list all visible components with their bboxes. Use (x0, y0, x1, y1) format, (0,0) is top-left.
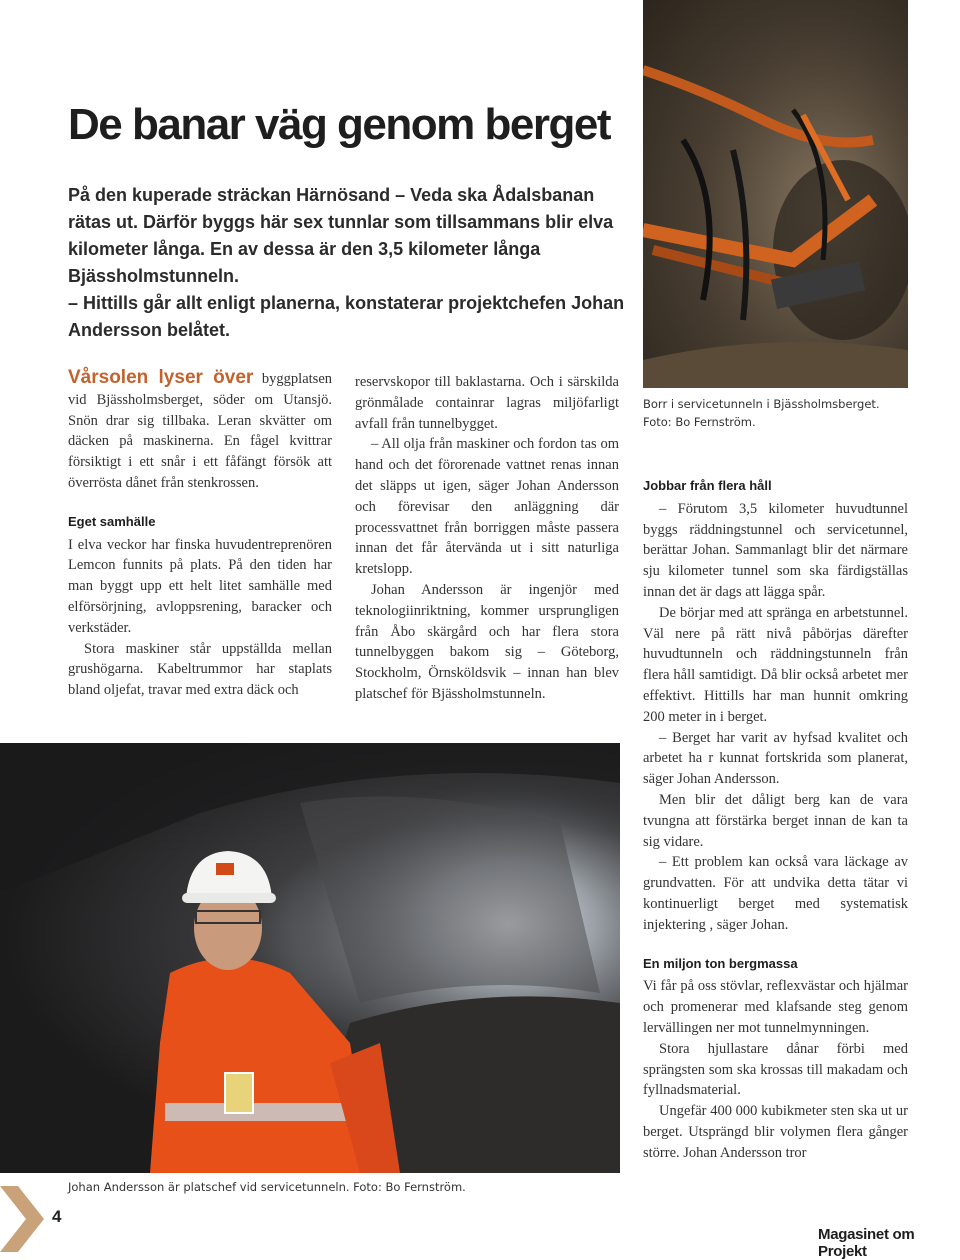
page-chevron-icon (0, 1186, 44, 1252)
drill-caption-credit: Foto: Bo Fernström. (643, 415, 756, 429)
article-title: De banar väg genom berget (68, 100, 610, 149)
col1-p1-text: byggplatsen vid Bjässholmsberget, söder om Utansjö. Snön drar sig tillbaka. Leran skvätter om däcken på maskinerna. En fågel kvittrar försiktigt i ett snår i ett fåfängt försök att överrösta dånet från stenkrossen. (68, 371, 332, 491)
col3-paragraph-4: Men blir det dåligt berg kan de vara tvungna att förstärka berget innan de kan ta sig vidare. (643, 791, 908, 850)
drill-caption-text: Borr i servicetunneln i Bjässholmsberget. (643, 397, 880, 411)
subheading-flera-hall: Jobbar från flera håll (643, 478, 772, 493)
col1-paragraph-3: Stora maskiner står uppställda mellan grushögarna. Kabeltrummor har staplats bland oljefat, travar med extra däck och (68, 640, 332, 699)
article-ingress (68, 182, 628, 344)
drill-photo-caption (643, 395, 880, 431)
subheading-eget-samhalle: Eget samhälle (68, 513, 156, 529)
magazine-name: Magasinet om Projekt (818, 1226, 915, 1260)
text-column-1 (68, 368, 332, 701)
col3-paragraph-3: – Berget har varit av hyfsad kvalitet och arbetet ha r kunnat fortskrida som planerat, säger Johan Andersson. (643, 729, 908, 788)
leadin-text: Vårsolen lyser över (68, 367, 254, 388)
col3-paragraph-1: – Förutom 3,5 kilometer huvudtunnel byggs räddningstunnel och servicetunnel, berättar Johan. Sammanlagt blir det närmare sju kilometer tunnel som ska färdigställas innan det är dags att lägga spår. (643, 500, 908, 600)
col2-paragraph-2: – All olja från maskiner och fordon tas om hand och det förorenade vattnet renas innan det släpps ut igen, säger Johan Andersson och förevisar den anläggning där processvattnet från borriggen måste passera innan det får återvända ut i sitt naturliga kretslopp. (355, 436, 619, 578)
tunnel-portrait-photo (0, 743, 620, 1173)
page-number: 4 (52, 1207, 62, 1226)
ingress-quote: – Hittills går allt enligt planerna, konstaterar projektchefen Johan Andersson belåtet. (68, 293, 625, 340)
col1-paragraph-2: I elva veckor har finska huvudentreprenören Lemcon funnits på plats. På den tiden har man byggt upp ett helt litet samhälle med elförsörjning, avloppsrening, baracker och verkstäder. (68, 536, 332, 636)
text-column-3 (643, 476, 908, 1164)
portrait-photo-caption: Johan Andersson är platschef vid servicetunneln. Foto: Bo Fernström. (68, 1180, 466, 1194)
drill-rig-illustration (643, 0, 908, 388)
ingress-paragraph: På den kuperade sträckan Härnösand – Veda ska Ådalsbanan rätas ut. Därför byggs här sex tunnlar som tillsammans blir elva kilometer långa. En av dessa är den 3,5 kilometer långa Bjässholmstunneln. (68, 185, 614, 286)
text-column-2 (355, 372, 619, 705)
col2-paragraph-3: Johan Andersson är ingenjör med teknologiinriktning, kommer ursprungligen från Åbo skärgård och har flera stora tunnelbyggen bakom sig – Göteborg, Stockholm, Örnsköldsvik – innan han blev platschef för Bjässholmstunneln. (355, 581, 619, 702)
col3-paragraph-6: Vi får på oss stövlar, reflexvästar och hjälmar och promenerar med klafsande steg genom lervällingen ner mot tunnelmynningen. (643, 978, 908, 1036)
col3-paragraph-8: Ungefär 400 000 kubikmeter sten ska ut ur berget. Utsprängd blir volymen flera gånger större. Johan Andersson tror (643, 1103, 908, 1161)
col3-paragraph-2: De börjar med att spränga en arbetstunnel. Väl nere på rätt nivå påbörjas därefter huvudtunneln och räddningstunneln från flera håll samtidigt. Då blir också arbetet mer effektivt. Hittills har man hunnit omkring 200 meter in i berget. (643, 604, 908, 725)
subheading-miljon-ton: En miljon ton bergmassa (643, 955, 798, 971)
col2-paragraph-1: reservskopor till baklastarna. Och i särskilda grönmålade containrar lagras miljöfarligt avfall från tunnelbygget. (355, 374, 619, 432)
drill-rig-photo (643, 0, 908, 388)
col3-paragraph-7: Stora hjullastare dånar förbi med sprängsten som ska krossas till makadam och fyllnadsmaterial. (643, 1040, 908, 1099)
col3-paragraph-5: – Ett problem kan också vara läckage av grundvatten. För att undvika detta tätar vi kontinuerligt berget med systematisk injektering , säger Johan. (643, 854, 908, 933)
col1-paragraph-1 (68, 368, 332, 494)
tunnel-portrait-illustration (0, 743, 620, 1173)
